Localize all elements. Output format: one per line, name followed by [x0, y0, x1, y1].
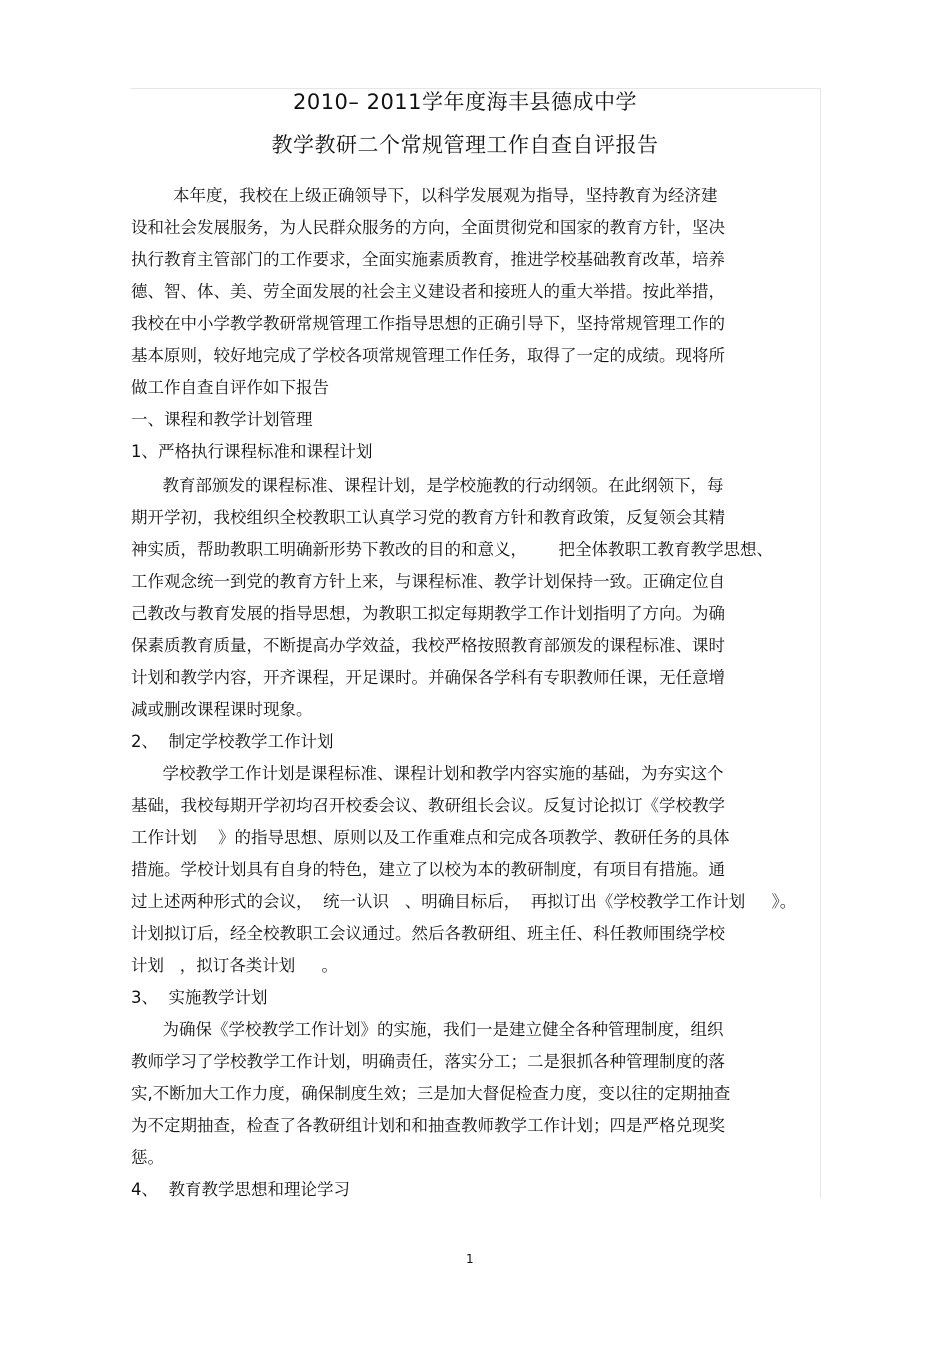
- body-text-line: 教育部颁发的课程标准、课程计划，是学校施教的行动纲领。在此纲领下，每: [131, 476, 724, 495]
- body-text-line: 保素质教育质量，不断提高办学效益，我校严格按照教育部颁发的课程标准、课时: [131, 636, 725, 655]
- body-text-line: 1、严格执行课程标准和课程计划: [131, 442, 373, 461]
- body-text-line: 计划 ，拟订各类计划 。: [131, 956, 338, 975]
- body-text-line: 工作观念统一到党的教育方针上来，与课程标准、教学计划保持一致。正确定位自: [131, 572, 725, 591]
- body-text-line: 减或删改课程课时现象。: [131, 700, 313, 719]
- body-text-line: 实,不断加大工作力度，确保制度生效；三是加大督促检查力度，变以往的定期抽查: [131, 1084, 731, 1103]
- body-text-line: 过上述两种形式的会议， 统一认识 、明确目标后， 再拟订出《学校教学工作计划 》。: [131, 892, 797, 911]
- body-text-line: 己教改与教育发展的指导思想，为教职工拟定每期教学工作计划指明了方向。为确: [131, 604, 725, 623]
- body-text-line: 惩。: [131, 1148, 164, 1167]
- body-text-line: 一、课程和教学计划管理: [131, 410, 313, 429]
- document-subtitle: 教学教研二个常规管理工作自查自评报告: [271, 133, 659, 157]
- body-text-line: 计划拟订后，经全校教职工会议通过。然后各教研组、班主任、科任教师围绕学校: [131, 924, 725, 943]
- body-text-line: 为确保《学校教学工作计划》的实施，我们一是建立健全各种管理制度，组织: [131, 1020, 724, 1039]
- body-text-line: 基础，我校每期开学初均召开校委会议、教研组长会议。反复讨论拟订《学校教学: [131, 796, 725, 815]
- body-text-line: 为不定期抽查，检查了各教研组计划和和抽查教师教学工作计划；四是严格兑现奖: [131, 1116, 725, 1135]
- body-text-line: 计划和教学内容，开齐课程，开足课时。并确保各学科有专职教师任课，无任意增: [131, 668, 725, 687]
- page-border-right: [820, 88, 821, 1198]
- body-text-line: 2、 制定学校教学工作计划: [131, 732, 334, 751]
- body-text-line: 德、智、体、美、劳全面发展的社会主义建设者和接班人的重大举措。按此举措，: [131, 282, 725, 301]
- body-text-line: 工作计划 》的指导思想、原则以及工作重难点和完成各项教学、教研任务的具体: [131, 828, 730, 847]
- body-text-line: 本年度，我校在上级正确领导下，以科学发展观为指导，坚持教育为经济建: [131, 186, 718, 205]
- body-text-line: 执行教育主管部门的工作要求，全面实施素质教育，推进学校基础教育改革，培养: [131, 250, 725, 269]
- page-number: 1: [466, 1252, 474, 1266]
- body-text-line: 基本原则，较好地完成了学校各项常规管理工作任务，取得了一定的成绩。现将所: [131, 346, 725, 365]
- body-text-line: 3、 实施教学计划: [131, 988, 268, 1007]
- body-text-line: 期开学初，我校组织全校教职工认真学习党的教育方针和教育政策，反复领会其精: [131, 508, 725, 527]
- body-text-line: 学校教学工作计划是课程标准、课程计划和教学内容实施的基础，为夯实这个: [131, 764, 724, 783]
- body-text-line: 神实质，帮助教职工明确新形势下教改的目的和意义， 把全体教职工教育教学思想、: [131, 540, 773, 559]
- body-text-line: 4、 教育教学思想和理论学习: [131, 1180, 350, 1199]
- body-text-line: 做工作自查自评作如下报告: [131, 378, 329, 397]
- body-text-line: 设和社会发展服务，为人民群众服务的方向，全面贯彻党和国家的教育方针，坚决: [131, 218, 725, 237]
- body-text-line: 措施。学校计划具有自身的特色，建立了以校为本的教研制度，有项目有措施。通: [131, 860, 725, 879]
- document-title: 2010– 2011学年度海丰县德成中学: [292, 90, 638, 114]
- body-text-line: 教师学习了学校教学工作计划，明确责任，落实分工；二是狠抓各种管理制度的落: [131, 1052, 725, 1071]
- body-text-line: 我校在中小学教学教研常规管理工作指导思想的正确引导下，坚持常规管理工作的: [131, 314, 725, 333]
